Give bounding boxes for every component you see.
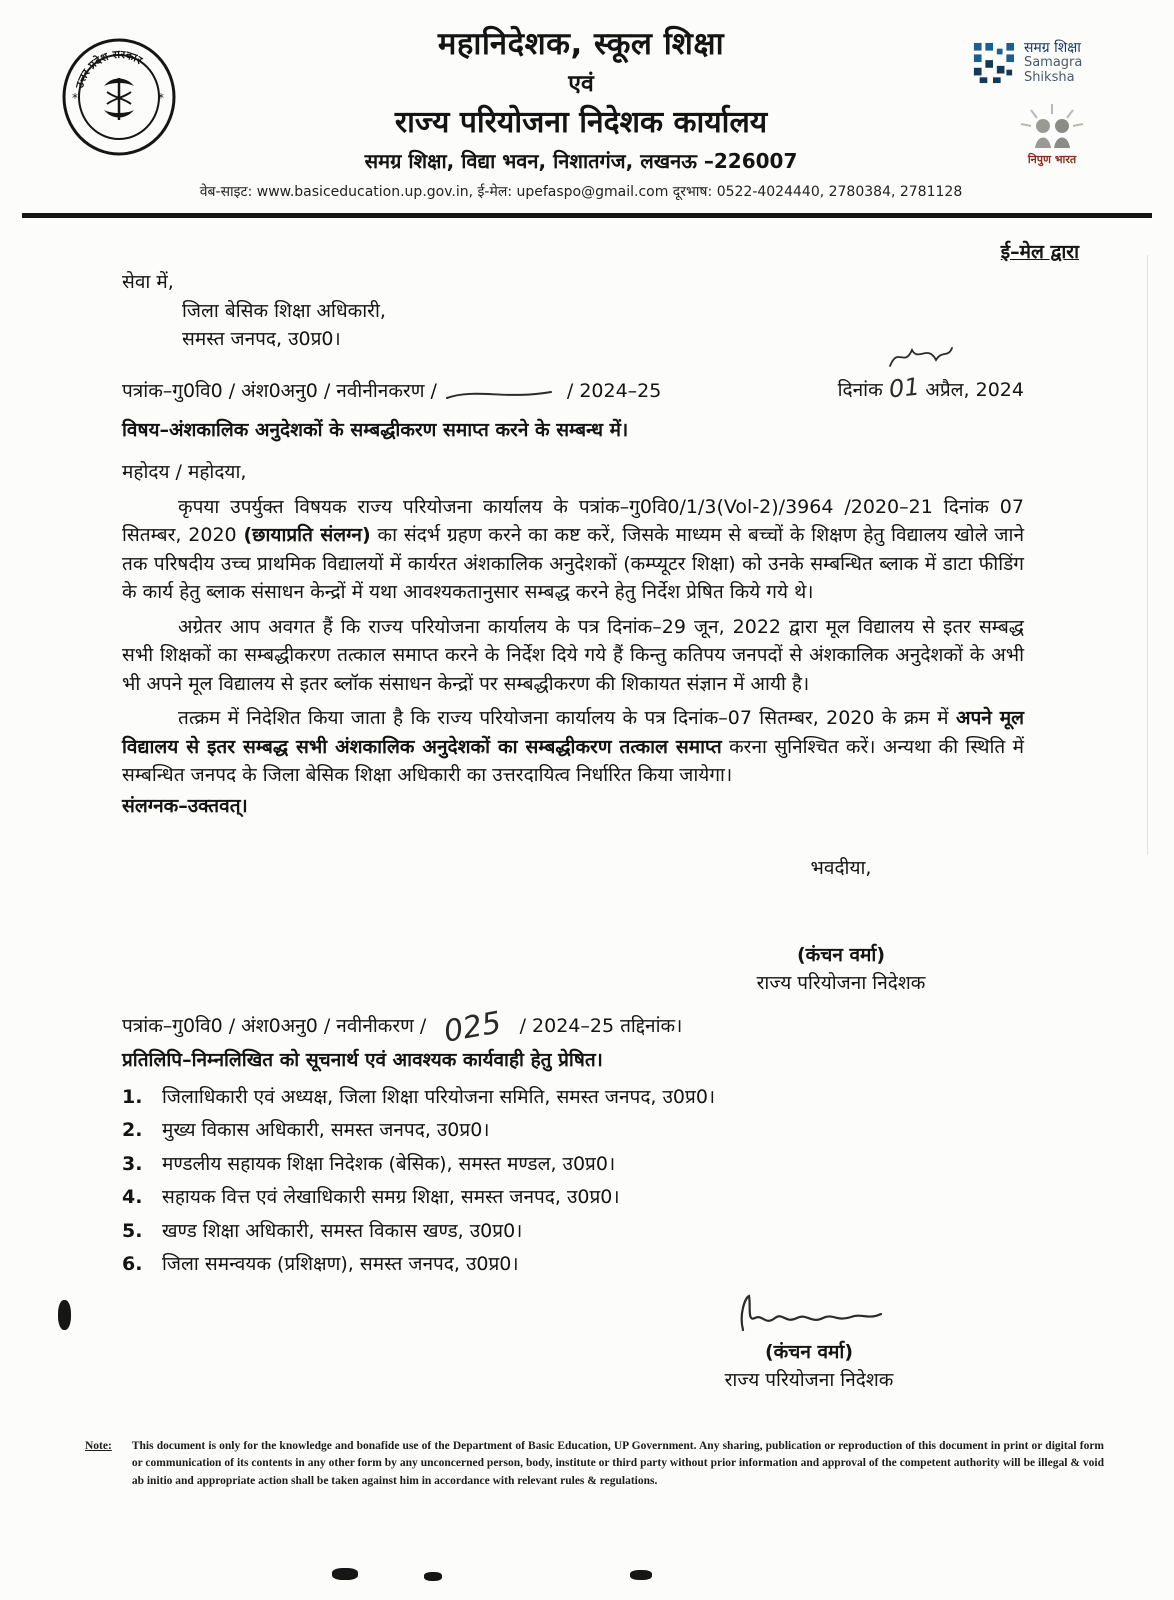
samagra-shiksha-icon — [972, 40, 1016, 86]
footer-note-label: Note: — [85, 1440, 112, 1452]
handwritten-tick-icon — [445, 384, 555, 404]
list-item-number: 2. — [122, 1119, 143, 1141]
paragraph-1-bold: (छायाप्रति संलग्न) — [243, 524, 371, 546]
signature-block — [649, 1292, 969, 1395]
nipun-bharat-label: निपुण भारत — [1027, 153, 1077, 166]
copy-reference-suffix: / 2024–25 तद्दिनांक। — [519, 1014, 683, 1037]
up-govt-emblem — [60, 22, 190, 162]
list-item-text: मुख्य विकास अधिकारी, समस्त जनपद, उ0प्र0। — [162, 1119, 490, 1141]
list-item-text: जिला समन्वयक (प्रशिक्षण), समस्त जनपद, उ0प्र0। — [162, 1253, 519, 1275]
footer-note — [0, 1438, 1174, 1490]
org-title-line3: राज्य परियोजना निदेशक कार्यालय — [394, 105, 768, 140]
reference-prefix: पत्रांक–गु0वि0 / अंश0अनु0 / नवीनीनकरण / — [122, 380, 437, 402]
date-label: दिनांक — [837, 378, 883, 401]
closing-block — [686, 854, 996, 998]
recipient-line-2: समस्त जनपद, उ0प्र0। — [182, 328, 341, 350]
salutation: महोदय / महोदया, — [122, 461, 247, 483]
list-item — [122, 1150, 1024, 1179]
handwritten-letter-number: 025 — [441, 1005, 505, 1050]
list-item-number: 1. — [122, 1085, 143, 1108]
samagra-shiksha-label-hindi: समग्र शिक्षा — [1023, 40, 1081, 57]
to-label: सेवा में, — [122, 271, 174, 293]
handwritten-date-scribble-icon — [884, 342, 954, 372]
footer-note-text: This document is only for the knowledge and bonafide use of the Department of Basic Education, UP Government. Any sharing, publication or reproduction of this document in print or digital form or communication of its contents in any other form by any unconcerned person, body, institute or third party without prior information and approval of the competent authority will be illegal & void ab initio and appropriate action shall be taken against him in accordance with relevant rules & regulations. — [131, 1440, 1104, 1487]
scan-artifact — [332, 1568, 358, 1580]
scan-artifact — [58, 1300, 71, 1330]
nipun-bharat-icon — [1015, 102, 1089, 150]
paragraph-1 — [122, 493, 1024, 607]
signatory-designation: राज्य परियोजना निदेशक — [756, 972, 926, 994]
signatory-name: (कंचन वर्मा) — [764, 1340, 854, 1363]
valediction: भवदीया, — [810, 857, 872, 879]
list-item-text: खण्ड शिक्षा अधिकारी, समस्त विकास खण्ड, उ0प्र0। — [162, 1219, 523, 1242]
samagra-shiksha-logo — [972, 40, 1132, 86]
list-item-text: मण्डलीय सहायक शिक्षा निदेशक (बेसिक), समस्त मण्डल, उ0प्र0। — [162, 1152, 616, 1175]
paragraph-3 — [122, 704, 1024, 790]
signatory-designation: राज्य परियोजना निदेशक — [724, 1369, 894, 1391]
copy-reference-prefix: पत्रांक–गु0वि0 / अंश0अनु0 / नवीनीकरण / — [122, 1014, 427, 1037]
date-rest: अप्रैल, 2024 — [925, 378, 1024, 401]
delivery-mode-label: ई–मेल द्वारा — [1000, 241, 1079, 263]
paragraph-3-bold: अपने मूल विद्यालय से इतर सम्बद्ध सभी अंशकालिक अनुदेशकों का सम्बद्धीकरण तत्काल समाप्त — [122, 707, 1024, 758]
copy-reference-line — [122, 1005, 1024, 1050]
list-item — [122, 1083, 1024, 1112]
paragraph-3-rest: करना सुनिश्चित करें। अन्यथा की स्थिति में सम्बन्धित जनपद के जिला बेसिक शिक्षा अधिकारी का उत्तरदायित्व निर्धारित किया जायेगा। — [122, 735, 1025, 786]
list-item-text: सहायक वित्त एवं लेखाधिकारी समग्र शिक्षा, समस्त जनपद, उ0प्र0। — [162, 1186, 620, 1208]
list-item-number: 4. — [122, 1186, 143, 1208]
paragraph-1-rest: का संदर्भ ग्रहण करने का कष्ट करें, जिसके माध्यम से बच्चों के शिक्षण हेतु विद्यालय खोले जाने तक परिषदीय उच्च प्राथमिक विद्यालयों में कार्यरत अंशकालिक अनुदेशकों (कम्प्यूटर शिक्षा) को उनके सम्बन्धित ब्लाक में डाटा फीडिंग के कार्य हेतु ब्लाक संसाधन केन्द्रों में यथा आवश्यकतानुसार सम्बद्ध करने हेतु निर्देश प्रेषित किये गये थे। — [122, 524, 1024, 603]
paragraph-3-text: तत्क्रम में निदेशित किया जाता है कि राज्य परियोजना कार्यालय के पत्र दिनांक–07 सितम्बर, 2020 के क्रम में — [178, 707, 956, 729]
svg-text:*: * — [72, 91, 78, 105]
list-item — [122, 1250, 1024, 1279]
signature-icon — [729, 1292, 889, 1336]
letterhead — [0, 0, 1174, 201]
org-title-line2: एवं — [568, 71, 594, 97]
svg-text:उत्तर प्रदेश सरकार: उत्तर प्रदेश सरकार — [73, 47, 145, 90]
org-title-line1: महानिदेशक, स्कूल शिक्षा — [437, 26, 725, 62]
recipient-line-1: जिला बेसिक शिक्षा अधिकारी, — [182, 299, 386, 322]
header-divider — [22, 213, 1152, 218]
org-contact-line: वेब-साइट: www.basiceducation.up.gov.in, ई-मेल: upefaspo@gmail.com दूरभाष: 0522-4024440, 2780384, 2781128 — [199, 184, 963, 200]
paragraph-2: अग्रेतर आप अवगत हैं कि राज्य परियोजना कार्यालय के पत्र दिनांक–29 जून, 2022 द्वारा मूल विद्यालय से इतर सम्बद्ध सभी शिक्षकों का सम्बद्धीकरण तत्काल समाप्त करने के निर्देश दिये गये हैं किन्तु कतिपय जनपदों से अंशकालिक अनुदेशकों के अभी भी अपने मूल विद्यालय से इतर ब्लॉक संसाधन केन्द्रों पर सम्बद्धीकरण की शिकायत संज्ञान में आयी है। — [122, 615, 1024, 695]
signatory-name: (कंचन वर्मा) — [796, 943, 886, 966]
list-item-number: 3. — [122, 1152, 143, 1175]
copy-list — [122, 1083, 1024, 1279]
scan-fold-line — [1147, 255, 1148, 855]
letter-date — [838, 370, 1024, 406]
scan-artifact — [630, 1570, 652, 1580]
list-item — [122, 1217, 1024, 1246]
paragraph-1-text: कृपया उपर्युक्त विषयक राज्य परियोजना कार्यालय के पत्रांक–गु0वि0/1/3(Vol-2)/3964 /2020–21 दिनांक 07 सितम्बर, 2020 — [122, 495, 1024, 546]
list-item-text: जिलाधिकारी एवं अध्यक्ष, जिला शिक्षा परियोजना समिति, समस्त जनपद, उ0प्र0। — [162, 1085, 716, 1108]
scan-artifact — [424, 1572, 442, 1581]
copy-heading: प्रतिलिपि–निम्नलिखित को सूचनार्थ एवं आवश्यक कार्यवाही हेतु प्रेषित। — [122, 1049, 603, 1071]
org-address: समग्र शिक्षा, विद्या भवन, निशातगंज, लखनऊ –226007 — [364, 149, 798, 173]
letterhead-titles — [190, 22, 972, 201]
letter-body — [0, 264, 1174, 1391]
samagra-shiksha-label-english: Samagra Shiksha — [1023, 55, 1083, 86]
nipun-bharat-logo — [1015, 102, 1089, 167]
handwritten-date-day: 01 — [887, 371, 921, 404]
reference-suffix: / 2024–25 — [566, 380, 662, 402]
header-logos — [972, 22, 1132, 167]
reference-line — [122, 370, 1024, 406]
enclosure-line: संलग्नक–उक्तवत्। — [122, 794, 248, 817]
list-item — [122, 1183, 1024, 1212]
subject-line: विषय–अंशकालिक अनुदेशकों के सम्बद्धीकरण समाप्त करने के सम्बन्ध में। — [122, 418, 629, 441]
list-item-number: 6. — [122, 1253, 143, 1275]
list-item — [122, 1116, 1024, 1145]
list-item-number: 5. — [122, 1219, 143, 1242]
svg-text:*: * — [158, 91, 164, 105]
up-govt-emblem-icon — [60, 36, 178, 158]
